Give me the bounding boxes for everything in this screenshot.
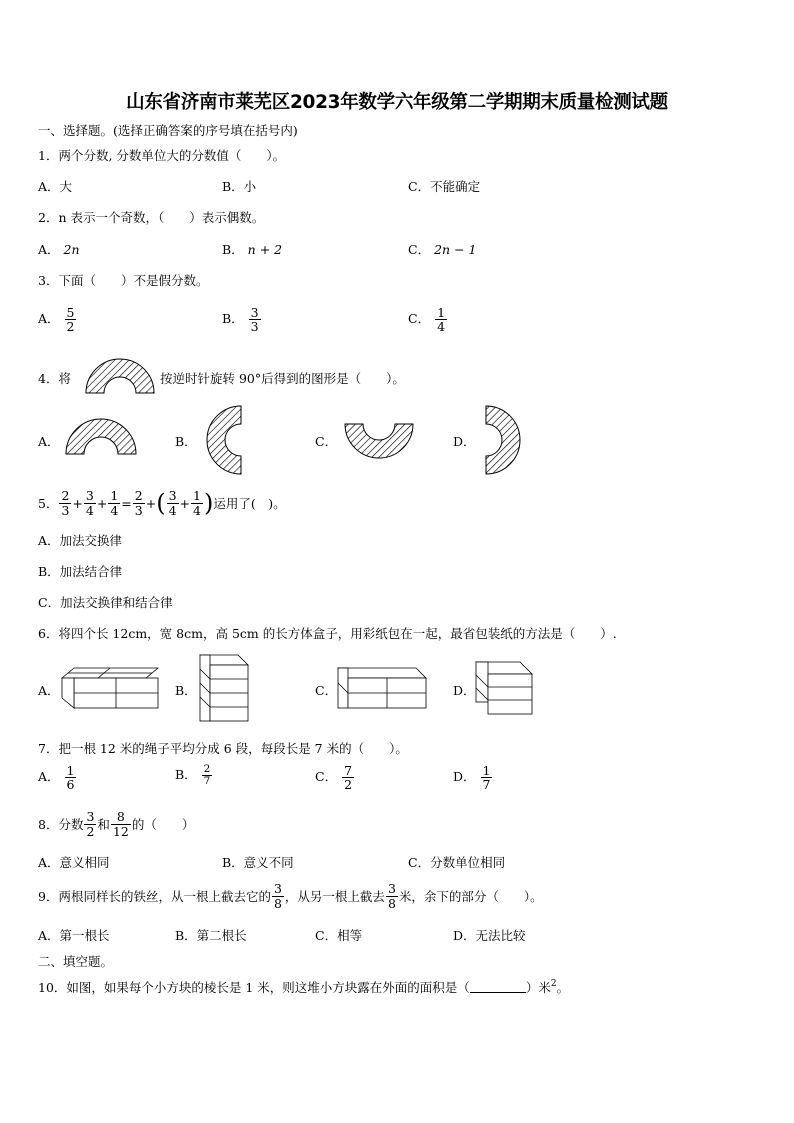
q4-option-c-label: C． [315,434,338,449]
q2-stem: 2．n 表示一个奇数，（ ）表示偶数。 [38,210,265,225]
q3-option-b: B． $\frac{3}{3}$ [222,305,259,335]
section-heading-choice: 一、选择题。(选择正确答案的序号填在括号内) [38,123,298,138]
q7-option-c: C． $\frac{7}{2}$ [315,763,353,793]
q6-option-d-label: D． [453,683,476,698]
q6-option-c-figure [336,666,430,712]
q9-stem: 9．两根同样长的铁丝，从一根上截去它的 $\frac{3}{8}$ ，从另一根上截去 $\frac{3}{8}$ 米，余下的部分（ ）。 [38,881,543,911]
q6-option-b-label: B． [175,683,197,698]
q3-stem: 3．下面（ ）不是假分数。 [38,273,209,288]
q4-option-d-label: D． [453,434,476,449]
q4-source-arch-figure [84,355,156,395]
q5-option-c: C．加法交换律和结合律 [38,595,173,610]
q4-option-a-label: A． [38,434,60,449]
q8-stem: 8．分数 $\frac{3}{2}$ 和 $\frac{8}{12}$ 的（ ） [38,809,195,839]
q1-stem: 1．两个分数, 分数单位大的分数值（ ）。 [38,148,286,163]
q3-option-c: C． $\frac{1}{4}$ [408,305,446,335]
q7-option-a: A． $\frac{1}{6}$ [38,763,75,793]
page-title: 山东省济南市莱芜区2023年数学六年级第二学期期末质量检测试题 [126,92,668,113]
q9-option-a: A．第一根长 [38,928,110,943]
q7-option-b: B． $\frac{2}{7}$ [175,763,211,788]
q6-option-c-label: C． [315,683,338,698]
q4-option-c-figure [343,422,415,462]
q2-option-b: B． n + 2 [222,242,283,257]
section-heading-fill: 二、填空题。 [38,954,114,969]
q6-option-a-label: A． [38,683,60,698]
q9-option-c: C．相等 [315,928,363,943]
q4-option-b-label: B． [175,434,197,449]
q1-option-a: A．大 [38,179,73,194]
q1-option-c: C．不能确定 [408,179,481,194]
q10-answer-blank[interactable] [470,981,526,993]
q9-option-b: B．第二根长 [175,928,247,943]
q9-option-d: D．无法比较 [453,928,526,943]
q5-option-b: B．加法结合律 [38,564,123,579]
q8-option-c: C．分数单位相同 [408,855,506,870]
q1-option-b: B．小 [222,179,257,194]
q6-stem: 6．将四个长 12cm，宽 8cm，高 5cm 的长方体盒子，用彩纸包在一起，最省包装纸的方法是（ ）. [38,626,617,641]
q5-option-a: A．加法交换律 [38,533,123,548]
q4-option-a-figure [64,414,138,456]
q7-stem: 7．把一根 12 米的绳子平均分成 6 段，每段长是 7 米的（ ）。 [38,741,408,756]
q6-option-d-figure [474,660,536,716]
q2-option-c: C． 2n − 1 [408,242,477,257]
q4-option-d-figure [484,404,524,476]
q4-option-b-figure [203,404,243,476]
q8-option-a: A．意义相同 [38,855,110,870]
q5-equation: 5． $\frac{2}{3}$ + $\frac{3}{4}$ + $\frac{1}{4}$ = $\frac{2}{3}$ + ( $\frac{3}{4}$ + $\frac{1}{4}$ ) 运用了( )。 [38,488,286,518]
q2-option-a: A． 2n [38,242,80,257]
q4-suffix: 按逆时针旋转 90°后得到的图形是（ ）。 [160,371,405,386]
q10-stem: 10．如图，如果每个小方块的棱长是 1 米，则这堆小方块露在外面的面积是（ ）米$^2$。 [38,979,570,995]
q8-option-b: B．意义不同 [222,855,294,870]
q4-prefix: 4．将 [38,371,71,386]
q3-option-a: A． $\frac{5}{2}$ [38,305,75,335]
q7-option-d: D． $\frac{1}{7}$ [453,763,491,793]
q6-option-a-figure [60,666,160,712]
q6-option-b-figure [198,653,252,725]
